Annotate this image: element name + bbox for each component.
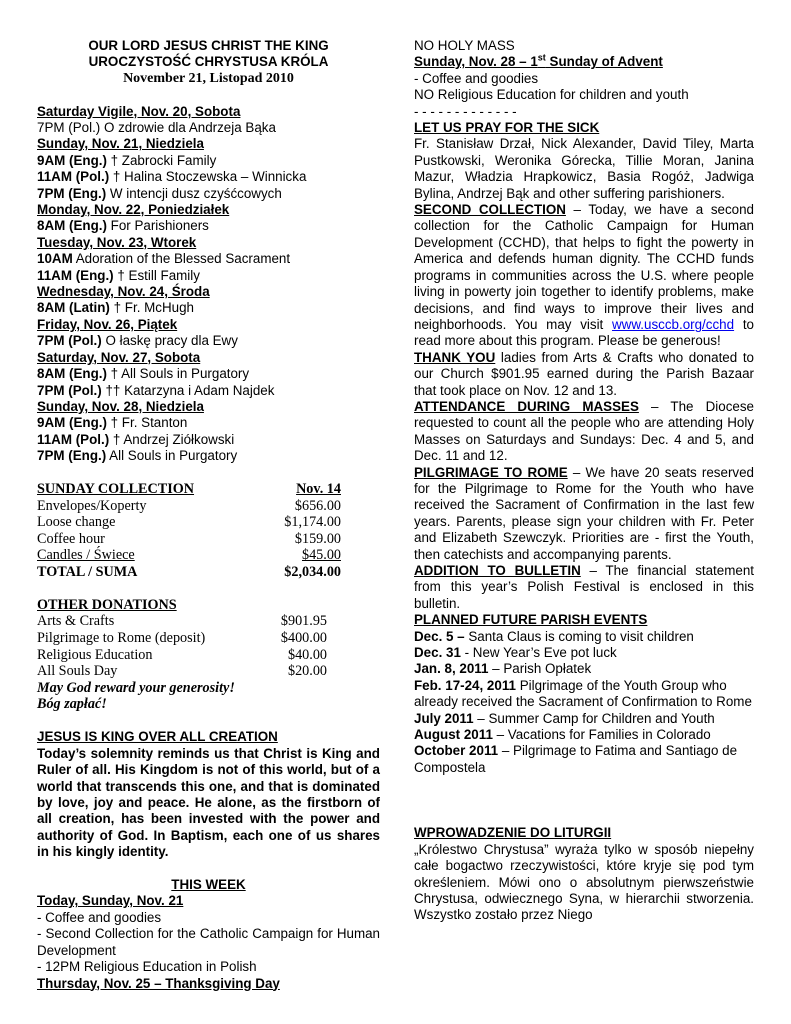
- header-title-pl: UROCZYSTOŚĆ CHRYSTUSA KRÓLA: [88, 54, 329, 70]
- attendance: ATTENDANCE DURING MASSES – The Diocese requested to count all the people who are attending Holy Masses on Saturdays and Sundays: Dec. 4 and 5, and Dec. 11 and 12.: [414, 398, 754, 464]
- mass-item: 9AM (Eng.) † Fr. Stanton: [37, 415, 188, 431]
- collection-total: TOTAL / SUMA $2,034.00: [37, 563, 341, 580]
- mass-item: 10AM Adoration of the Blessed Sacrament: [37, 251, 291, 267]
- future-events: [414, 612, 754, 776]
- no-mass: NO HOLY MASS: [414, 38, 515, 53]
- cchd-link[interactable]: www.usccb.org/cchd: [612, 316, 735, 332]
- collection-header: SUNDAY COLLECTION Nov. 14: [37, 480, 341, 497]
- header-title-en: OUR LORD JESUS CHRIST THE KING: [88, 38, 329, 53]
- list-item: NO Religious Education for children and youth: [414, 87, 689, 103]
- mass-item: 8AM (Eng.) For Parishioners: [37, 218, 209, 234]
- mass-day: Sunday, Nov. 21, Niedziela: [37, 136, 204, 152]
- event-item: Dec. 5 – Santa Claus is coming to visit children: [414, 628, 694, 644]
- pilgrimage: PILGRIMAGE TO ROME – We have 20 seats reserved for the Pilgrimage to Rome for the Youth who have received the Sacrament of Confirmation in the last few years. Parents, please sign your children with Fr. Peter and Elizabeth Szewczyk. Priorities are - first the Youth, then catechists and accompanying parents.: [414, 464, 754, 562]
- mass-item: 8AM (Eng.) † All Souls in Purgatory: [37, 366, 250, 382]
- header-date: November 21, Listopad 2010: [123, 70, 294, 86]
- this-week: [37, 877, 380, 992]
- event-item: October 2011 – Pilgrimage to Fatima and Santiago de Compostela: [414, 743, 738, 775]
- donation-row: All Souls Day $20.00: [37, 663, 327, 680]
- list-item: - Second Collection for the Catholic Campaign for Human Development: [37, 926, 380, 958]
- thanks-en: May God reward your generosity!: [37, 679, 235, 696]
- liturgy-body: „Królestwo Chrystusa” wyraża tylko w sposób niepełny całe bogactwo rzeczywistości, które kryje się pod tym określeniem. Mówi ono o absolutnym pierwszeństwie Chrystusa, odwiecznego Syna, w hierarchii stworzenia. Wszystko zostało przez Niego: [414, 841, 754, 923]
- mass-item: 11AM (Pol.) † Halina Stoczewska – Winnicka: [37, 169, 307, 185]
- thursday-heading: Thursday, Nov. 25 – Thanksgiving Day: [37, 975, 280, 991]
- king-body: Today’s solemnity reminds us that Christ is King and Ruler of all. His Kingdom is not of this world, but of a world that transcends this one, and that is dominated by love, joy and peace. He alone, as the firstborn of all creation, has been invested with the power and authority of God. In Baptism, each one of us shares in his kingly identity.: [37, 745, 380, 860]
- mass-item: 7PM (Eng.) W intencji dusz czyśćcowych: [37, 185, 282, 201]
- advent-heading: Sunday, Nov. 28 – 1st Sunday of Advent: [414, 52, 663, 70]
- donation-row: Pilgrimage to Rome (deposit) $400.00: [37, 630, 327, 647]
- sick-heading: LET US PRAY FOR THE SICK: [414, 120, 600, 136]
- today-heading: Today, Sunday, Nov. 21: [37, 893, 184, 909]
- mass-item: 7PM (Pol.) O zdrowie dla Andrzeja Bąka: [37, 120, 276, 136]
- mass-day: Saturday, Nov. 27, Sobota: [37, 349, 201, 365]
- mass-item: 9AM (Eng.) † Zabrocki Family: [37, 152, 217, 168]
- event-item: Dec. 31 - New Year’s Eve pot luck: [414, 645, 617, 661]
- donations-heading: OTHER DONATIONS: [37, 596, 177, 613]
- mass-item: 7PM (Pol.) O łaskę pracy dla Ewy: [37, 333, 238, 349]
- king-section: [37, 729, 380, 860]
- second-collection: SECOND COLLECTION – Today, we have a second collection for the Catholic Campaign for Human Development (CCHD), that helps to fight the powerty in America and defends human dignity. The CCHD funds programs in communities across the U.S. where people living in powerty join together to identify problems, make decisions, and find ways to improve their lives and neighborhoods. You may visit www.usccb.org/cchd to read more about this program. Please be generous!: [414, 202, 754, 349]
- event-item: July 2011 – Summer Camp for Children and Youth: [414, 710, 715, 726]
- mass-item: 7PM (Pol.) †† Katarzyna i Adam Najdek: [37, 382, 275, 398]
- mass-item: 8AM (Latin) † Fr. McHugh: [37, 300, 194, 316]
- thank-you: THANK YOU ladies from Arts & Crafts who donated to our Church $901.95 earned during the Parish Bazaar that took place on Nov. 12 and 13.: [414, 349, 754, 398]
- mass-day: Tuesday, Nov. 23, Wtorek: [37, 234, 197, 250]
- mass-day: Sunday, Nov. 28, Niedziela: [37, 398, 204, 414]
- sick-body: Fr. Stanisław Drzał, Nick Alexander, David Tiley, Marta Pustkowski, Weronika Górecka, Tillie Moran, Janina Mazur, Władzia Hrapkowicz, Basia Rogóż, Jadwiga Bylina, Andrzej Bąk and other suffering parishioners.: [414, 136, 754, 201]
- bulletin-header: [37, 38, 380, 87]
- thanks-pl: Bóg zapłać!: [37, 696, 107, 713]
- list-item: - Coffee and goodies: [37, 909, 162, 925]
- collection-row: Envelopes/Koperty $656.00: [37, 497, 341, 514]
- donation-row: Religious Education $40.00: [37, 646, 327, 663]
- separator: - - - - - - - - - - - - -: [414, 103, 517, 119]
- mass-day: Monday, Nov. 22, Poniedziałek: [37, 202, 230, 218]
- list-item: - 12PM Religious Education in Polish: [37, 959, 257, 975]
- event-item: Jan. 8, 2011 – Parish Opłatek: [414, 661, 592, 677]
- king-heading: JESUS IS KING OVER ALL CREATION: [37, 729, 278, 745]
- mass-item: 7PM (Eng.) All Souls in Purgatory: [37, 448, 238, 464]
- mass-item: 11AM (Pol.) † Andrzej Ziółkowski: [37, 431, 235, 447]
- left-column: [37, 38, 380, 992]
- mass-item: 11AM (Eng.) † Estill Family: [37, 267, 200, 283]
- mass-schedule: [37, 104, 380, 465]
- event-item: Feb. 17-24, 2011 Pilgrimage of the Youth Group who already received the Sacrament of Confirmation to Rome: [414, 677, 752, 710]
- mass-day: Saturday Vigile, Nov. 20, Sobota: [37, 103, 241, 119]
- liturgy-section: [414, 825, 754, 923]
- list-item: - Coffee and goodies: [414, 70, 539, 86]
- mass-day: Wednesday, Nov. 24, Środa: [37, 284, 210, 300]
- collection-row: Coffee hour $159.00: [37, 530, 341, 547]
- addition-to-bulletin: ADDITION TO BULLETIN – The financial statement from this year’s Polish Festival is enclosed in this bulletin.: [414, 563, 754, 611]
- sunday-collection: [37, 481, 341, 581]
- other-donations: [37, 597, 327, 713]
- this-week-heading: THIS WEEK: [171, 877, 246, 893]
- events-heading: PLANNED FUTURE PARISH EVENTS: [414, 612, 648, 628]
- donation-row: Arts & Crafts $901.95: [37, 613, 327, 630]
- collection-row: Loose change $1,174.00: [37, 514, 341, 531]
- right-column: [414, 38, 754, 924]
- liturgy-heading: WPROWADZENIE DO LITURGII: [414, 825, 612, 841]
- collection-row: Candles / Świece $45.00: [37, 547, 341, 564]
- event-item: August 2011 – Vacations for Families in Colorado: [414, 727, 711, 743]
- mass-day: Friday, Nov. 26, Piątek: [37, 316, 178, 332]
